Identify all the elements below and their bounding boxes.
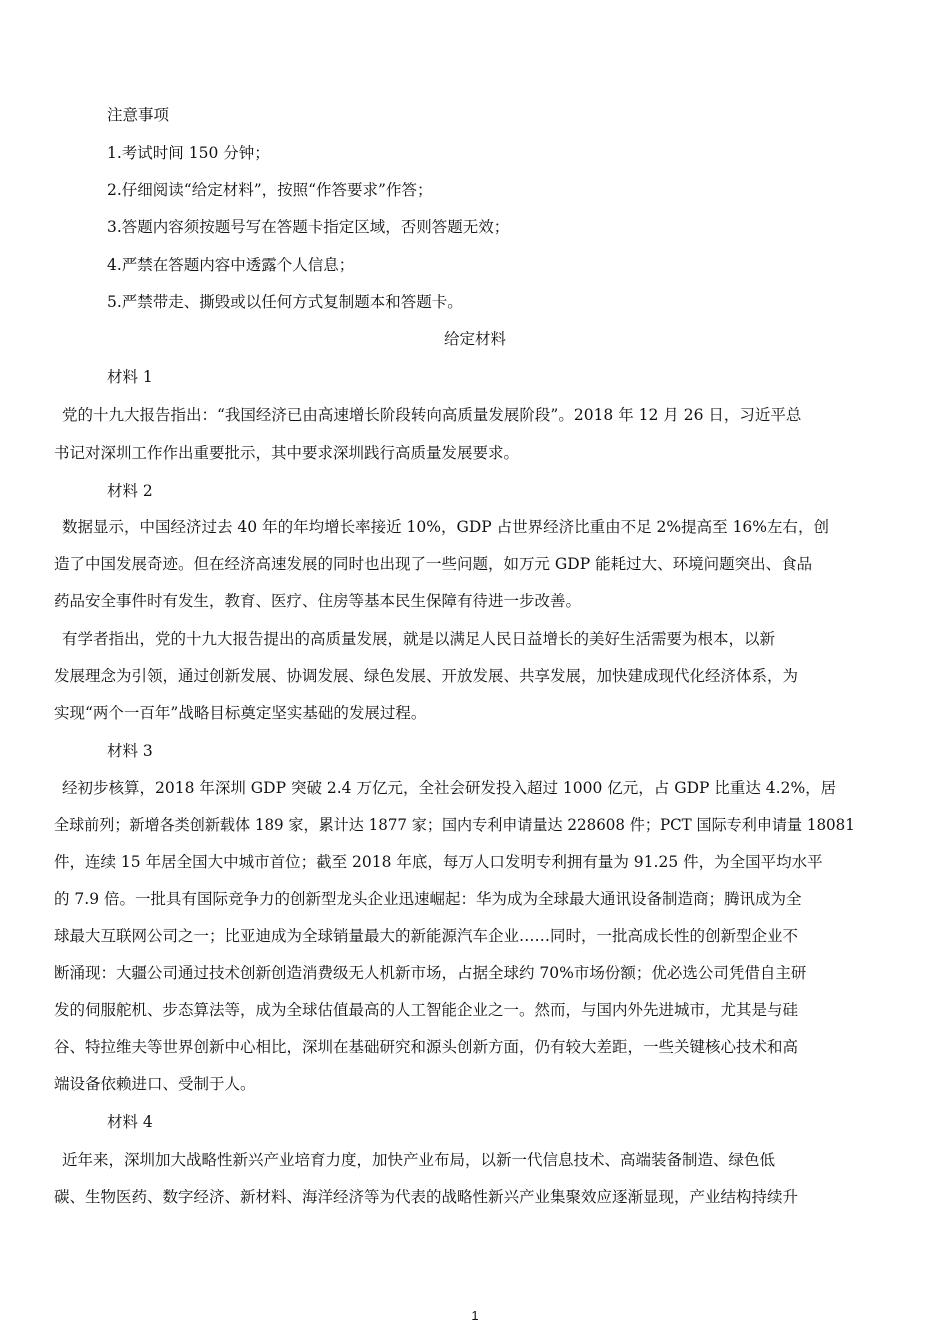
material-line: 药品安全事件时有发生，教育、医疗、住房等基本民生保障有待进一步改善。	[54, 592, 582, 610]
material-line: 谷、特拉维夫等世界创新中心相比，深圳在基础研究和源头创新方面，仍有较大差距，一些关键核心技术和高	[54, 1038, 799, 1056]
material-title: 材料 2	[107, 482, 153, 500]
material-line: 发的伺服舵机、步态算法等，成为全球估值最高的人工智能企业之一。然而，与国内外先进城市，尤其是与硅	[54, 1001, 799, 1019]
material-line: 数据显示，中国经济过去 40 年的年均增长率接近 10%，GDP 占世界经济比重由不足 2%提高至 16%左右，创	[62, 518, 830, 536]
material-line: 件，连续 15 年居全国大中城市首位；截至 2018 年底，每万人口发明专利拥有量为 91.25 件，为全国平均水平	[54, 853, 823, 871]
material-line: 有学者指出，党的十九大报告提出的高质量发展，就是以满足人民日益增长的美好生活需要为根本，以新	[62, 630, 776, 648]
material-line: 造了中国发展奇迹。但在经济高速发展的同时也出现了一些问题，如万元 GDP 能耗过大、环境问题突出、食品	[54, 555, 813, 573]
notice-item: 1.考试时间 150 分钟；	[107, 144, 270, 162]
material-title: 材料 4	[107, 1113, 153, 1131]
material-line: 全球前列；新增各类创新载体 189 家，累计达 1877 家；国内专利申请量达 228608 件；PCT 国际专利申请量 18081	[54, 816, 855, 834]
material-line: 球最大互联网公司之一；比亚迪成为全球销量最大的新能源汽车企业……同时，一批高成长性的创新型企业不	[54, 927, 799, 945]
material-line: 经初步核算，2018 年深圳 GDP 突破 2.4 万亿元，全社会研发投入超过 1000 亿元，占 GDP 比重达 4.2%，居	[62, 779, 837, 797]
material-line: 实现“两个一百年”战略目标奠定坚实基础的发展过程。	[54, 704, 427, 722]
material-line: 党的十九大报告指出：“我国经济已由高速增长阶段转向高质量发展阶段”。2018 年 12 月 26 日，习近平总	[62, 406, 802, 424]
notice-item: 2.仔细阅读“给定材料”，按照“作答要求”作答；	[107, 181, 433, 199]
notice-item: 3.答题内容须按题号写在答题卡指定区域，否则答题无效；	[107, 218, 510, 236]
notice-item: 4.严禁在答题内容中透露个人信息；	[107, 256, 355, 274]
page-number: 1	[471, 1308, 479, 1323]
material-line: 碳、生物医药、数字经济、新材料、海洋经济等为代表的战略性新兴产业集聚效应逐渐显现，产业结构持续升	[54, 1188, 799, 1206]
material-line: 书记对深圳工作作出重要批示，其中要求深圳践行高质量发展要求。	[54, 444, 520, 462]
material-line: 近年来，深圳加大战略性新兴产业培育力度，加快产业布局，以新一代信息技术、高端装备制造、绿色低	[62, 1151, 776, 1169]
material-title: 材料 1	[107, 368, 153, 386]
material-line: 的 7.9 倍。一批具有国际竞争力的创新型龙头企业迅速崛起：华为成为全球最大通讯设备制造商；腾讯成为全	[54, 890, 802, 908]
material-line: 断涌现：大疆公司通过技术创新创造消费级无人机新市场，占据全球约 70%市场份额；优必选公司凭借自主研	[54, 964, 807, 982]
material-line: 发展理念为引领，通过创新发展、协调发展、绿色发展、开放发展、共享发展，加快建成现代化经济体系，为	[54, 667, 799, 685]
materials-heading: 给定材料	[443, 330, 506, 348]
material-title: 材料 3	[107, 742, 153, 760]
notice-item: 5.严禁带走、撕毁或以任何方式复制题本和答题卡。	[107, 293, 463, 311]
material-line: 端设备依赖进口、受制于人。	[54, 1075, 256, 1093]
notice-title: 注意事项	[107, 106, 170, 124]
